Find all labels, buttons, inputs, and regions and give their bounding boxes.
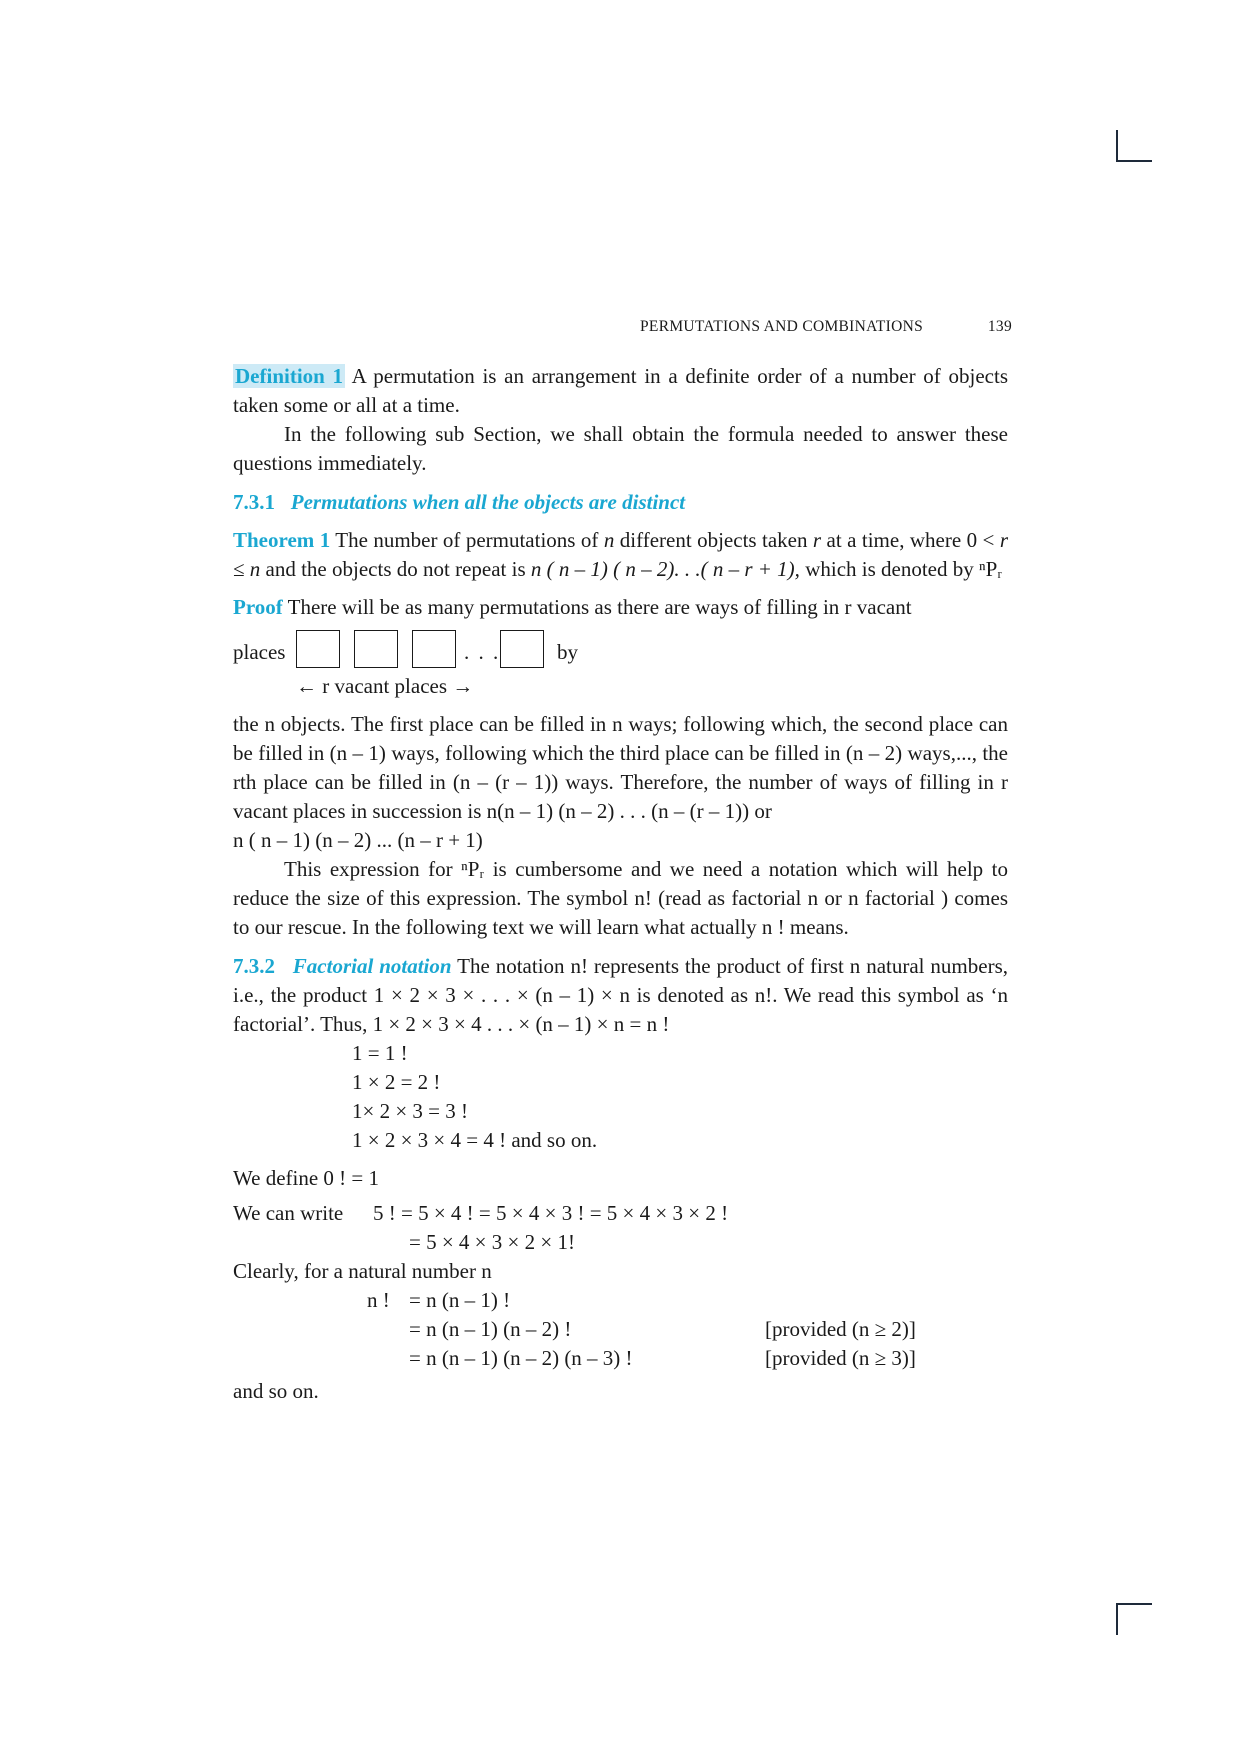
theorem-var-n-2: n [249, 557, 261, 581]
crop-mark-top-right [1116, 130, 1152, 162]
section-732-text: The notation n! represents the product of first n natural numbers, i.e., the product 1 × 2 × 3 × . . . × (n – 1) × n is denoted as n!. We read this symbol as ‘n factorial’. Thus, 1 × 2 × 3 × 4 . . . × (n – 1) × n = n ! [233, 954, 1008, 1036]
definition-text: A permutation is an arrangement in a definite order of a number of objects taken some or all at a time. [233, 364, 1008, 417]
write-5-lead: We can write [233, 1201, 344, 1225]
page-number: 139 [987, 318, 1012, 335]
natural-eq-line-2 [233, 1315, 1008, 1344]
proof-body-paragraph: the n objects. The first place can be filled in n ways; following which, the second place can be filled in (n – 1) ways, following which the third place can be filled in (n – 2) ways,..., the rth place can be filled in (n – (r – 1)) ways. Therefore, the number of ways of filling in r vacant places in succession is n(n – 1) (n – 2) . . . (n – (r – 1)) or [233, 712, 1008, 823]
npr-symbol: ⁿPᵣ [979, 557, 1003, 581]
theorem-text-a: The number of permutations of [330, 528, 604, 552]
section-732-paragraph [233, 952, 1008, 1039]
factorial-example: 1 = 1 ! [352, 1041, 408, 1065]
vacant-place-box [500, 630, 544, 668]
theorem-var-r-2: r [999, 528, 1008, 552]
theorem-text-d: ≤ [233, 557, 250, 581]
proof-body-last-line: n ( n – 1) (n – 2) ... (n – r + 1) [233, 828, 483, 852]
section-732-title: Factorial notation [292, 954, 452, 978]
definition-paragraph [233, 362, 1008, 420]
section-731-number: 7.3.1 [233, 490, 275, 514]
theorem-paragraph [233, 526, 1008, 584]
natural-eq-2-condition: [provided (n ≥ 2)] [765, 1317, 916, 1341]
proof-label: Proof [233, 595, 283, 619]
definition-label: Definition 1 [235, 364, 344, 388]
npr-expression-paragraph: This expression for ⁿPᵣ is cumbersome and we need a notation which will help to reduce the size of this expression. The symbol n! (read as factorial n or n factorial ) comes to our rescue. In the following text we will learn what actually n ! means. [233, 857, 1008, 939]
factorial-example-row [352, 1068, 1008, 1097]
crop-mark-bottom-right [1116, 1603, 1152, 1635]
ellipsis: . . . [464, 640, 501, 664]
theorem-var-n: n [603, 528, 615, 552]
section-732-number: 7.3.2 [233, 954, 275, 978]
theorem-formula: n ( n – 1) ( n – 2). . .( n – r + 1), [530, 557, 800, 581]
theorem-text-c: at a time, where 0 < [821, 528, 1000, 552]
write-5-line-1 [233, 1199, 1008, 1228]
page-body [233, 362, 1008, 1406]
vacant-place-box [412, 630, 456, 668]
clearly-line: Clearly, for a natural number n [233, 1259, 492, 1283]
natural-eq-line-1 [233, 1286, 1008, 1315]
define-zero-factorial: We define 0 ! = 1 [233, 1166, 380, 1190]
vacant-places-diagram [233, 630, 1008, 674]
by-label: by [557, 640, 578, 664]
chapter-title: PERMUTATIONS AND COMBINATIONS [640, 318, 924, 335]
factorial-examples [352, 1039, 1008, 1155]
natural-eq-3: = n (n – 1) (n – 2) (n – 3) ! [409, 1346, 633, 1370]
closing-line: and so on. [233, 1379, 319, 1403]
vacant-place-box [354, 630, 398, 668]
natural-eq-lhs: n ! [367, 1288, 390, 1312]
theorem-text-f: which is denoted by [805, 557, 979, 581]
vacant-places-caption: ← r vacant places → [296, 674, 474, 698]
proof-text: There will be as many permutations as there are ways of filling in r vacant [282, 595, 912, 619]
proof-paragraph [233, 593, 1008, 622]
theorem-text-b: different objects taken [614, 528, 813, 552]
natural-eq-1: = n (n – 1) ! [409, 1288, 511, 1312]
natural-eq-line-3 [233, 1344, 1008, 1373]
vacant-place-box [296, 630, 340, 668]
natural-eq-2: = n (n – 1) (n – 2) ! [409, 1317, 572, 1341]
natural-eq-3-condition: [provided (n ≥ 3)] [765, 1346, 916, 1370]
section-731-title: Permutations when all the objects are distinct [290, 490, 686, 514]
theorem-var-r: r [812, 528, 822, 552]
write-5-line-2 [233, 1228, 1008, 1257]
intro-paragraph: In the following sub Section, we shall obtain the formula needed to answer these questions immediately. [233, 422, 1008, 475]
section-731-heading [233, 488, 1008, 517]
places-label: places [233, 640, 286, 664]
factorial-example: 1 × 2 = 2 ! [352, 1070, 441, 1094]
factorial-example: 1× 2 × 3 = 3 ! [352, 1099, 469, 1123]
theorem-label: Theorem 1 [233, 528, 331, 552]
factorial-example-row [352, 1039, 1008, 1068]
theorem-text-e: and the objects do not repeat is [260, 557, 531, 581]
factorial-example-row [352, 1126, 1008, 1155]
write-5-equation: 5 ! = 5 × 4 ! = 5 × 4 × 3 ! = 5 × 4 × 3 × 2 ! [373, 1201, 729, 1225]
factorial-example-row [352, 1097, 1008, 1126]
write-5-equation-cont: = 5 × 4 × 3 × 2 × 1! [409, 1230, 575, 1254]
factorial-example: 1 × 2 × 3 × 4 = 4 ! and so on. [352, 1128, 598, 1152]
